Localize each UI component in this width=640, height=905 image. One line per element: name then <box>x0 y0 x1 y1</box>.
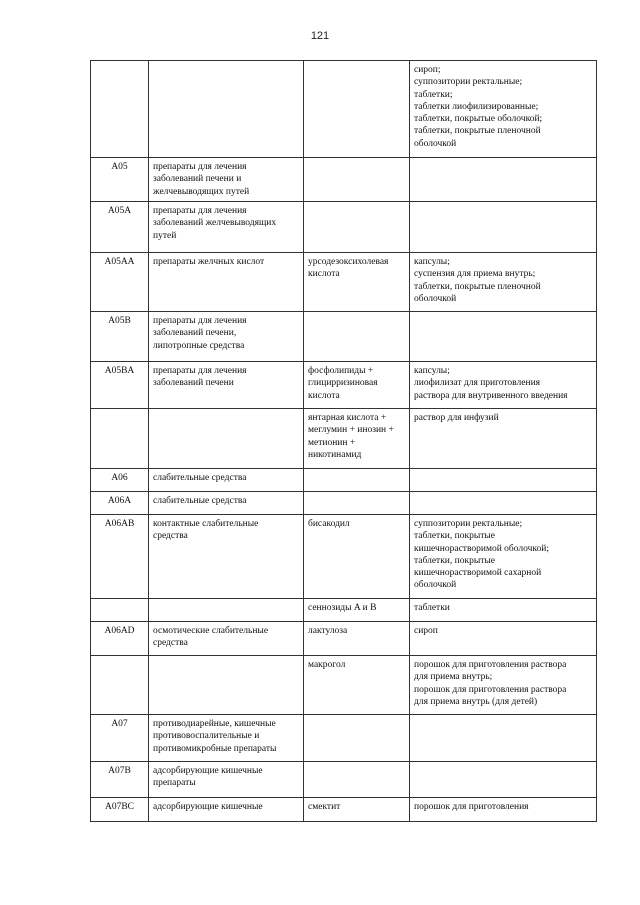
group-name-cell: препараты желчных кислот <box>149 253 304 312</box>
atc-code-cell: A05 <box>91 158 149 202</box>
dosage-forms-cell <box>410 158 597 202</box>
group-name-cell: слабительные средства <box>149 469 304 492</box>
group-name-cell: адсорбирующие кишечные <box>149 798 304 822</box>
drug-name-cell: сеннозиды A и B <box>304 599 410 622</box>
group-name-cell: противодиарейные, кишечные противовоспалительные и противомикробные препараты <box>149 715 304 762</box>
drug-name-cell <box>304 492 410 515</box>
table-row <box>91 202 597 253</box>
group-name-cell: препараты для лечения заболеваний печени и желчевыводящих путей <box>149 158 304 202</box>
group-name-cell <box>149 599 304 622</box>
drug-name-cell <box>304 202 410 253</box>
atc-code-cell: A07B <box>91 762 149 798</box>
table-row <box>91 61 597 158</box>
table-row <box>91 599 597 622</box>
atc-code-cell <box>91 61 149 158</box>
atc-code-cell <box>91 599 149 622</box>
dosage-forms-cell <box>410 762 597 798</box>
dosage-forms-cell: порошок для приготовления раствора для приема внутрь; порошок для приготовления раствора для приема внутрь (для детей) <box>410 656 597 715</box>
table-row <box>91 312 597 362</box>
atc-code-cell: A05A <box>91 202 149 253</box>
table-row <box>91 362 597 409</box>
dosage-forms-cell <box>410 202 597 253</box>
dosage-forms-cell: раствор для инфузий <box>410 409 597 469</box>
drug-name-cell: смектит <box>304 798 410 822</box>
drug-name-cell: урсодезоксихолевая кислота <box>304 253 410 312</box>
drug-name-cell <box>304 312 410 362</box>
table-row <box>91 469 597 492</box>
drug-name-cell <box>304 469 410 492</box>
table-row <box>91 715 597 762</box>
atc-code-cell <box>91 656 149 715</box>
drug-name-cell: макрогол <box>304 656 410 715</box>
table-row <box>91 798 597 822</box>
table-row <box>91 409 597 469</box>
dosage-forms-cell: суппозитории ректальные; таблетки, покрытые кишечнорастворимой оболочкой; таблетки, покрытые кишечнорастворимой сахарной оболочкой <box>410 515 597 599</box>
table-row <box>91 492 597 515</box>
drug-table <box>90 60 597 822</box>
atc-code-cell: A05BA <box>91 362 149 409</box>
atc-code-cell: A05B <box>91 312 149 362</box>
drug-name-cell: фосфолипиды + глицирризиновая кислота <box>304 362 410 409</box>
group-name-cell <box>149 656 304 715</box>
group-name-cell <box>149 61 304 158</box>
group-name-cell: препараты для лечения заболеваний желчевыводящих путей <box>149 202 304 253</box>
drug-name-cell <box>304 61 410 158</box>
dosage-forms-cell: таблетки <box>410 599 597 622</box>
dosage-forms-cell <box>410 715 597 762</box>
dosage-forms-cell <box>410 469 597 492</box>
atc-code-cell: A06A <box>91 492 149 515</box>
atc-code-cell <box>91 409 149 469</box>
group-name-cell: осмотические слабительные средства <box>149 622 304 656</box>
atc-code-cell: A06AB <box>91 515 149 599</box>
dosage-forms-cell: порошок для приготовления <box>410 798 597 822</box>
atc-code-cell: A05AA <box>91 253 149 312</box>
dosage-forms-cell: капсулы; лиофилизат для приготовления раствора для внутривенного введения <box>410 362 597 409</box>
group-name-cell: контактные слабительные средства <box>149 515 304 599</box>
table-row <box>91 762 597 798</box>
drug-name-cell <box>304 715 410 762</box>
atc-code-cell: A07BC <box>91 798 149 822</box>
dosage-forms-cell: капсулы; суспензия для приема внутрь; таблетки, покрытые пленочной оболочкой <box>410 253 597 312</box>
table-row <box>91 515 597 599</box>
table-row <box>91 656 597 715</box>
atc-code-cell: A06 <box>91 469 149 492</box>
table-row <box>91 622 597 656</box>
drug-name-cell: лактулоза <box>304 622 410 656</box>
group-name-cell: слабительные средства <box>149 492 304 515</box>
drug-name-cell <box>304 158 410 202</box>
group-name-cell: препараты для лечения заболеваний печени <box>149 362 304 409</box>
table-row <box>91 253 597 312</box>
table-row <box>91 158 597 202</box>
dosage-forms-cell: сироп; суппозитории ректальные; таблетки; таблетки лиофилизированные; таблетки, покрытые оболочкой; таблетки, покрытые пленочной оболочкой <box>410 61 597 158</box>
dosage-forms-cell <box>410 492 597 515</box>
drug-name-cell: бисакодил <box>304 515 410 599</box>
atc-code-cell: A07 <box>91 715 149 762</box>
dosage-forms-cell: сироп <box>410 622 597 656</box>
group-name-cell <box>149 409 304 469</box>
group-name-cell: адсорбирующие кишечные препараты <box>149 762 304 798</box>
drug-name-cell: янтарная кислота + меглумин + инозин + метионин + никотинамид <box>304 409 410 469</box>
group-name-cell: препараты для лечения заболеваний печени, липотропные средства <box>149 312 304 362</box>
atc-code-cell: A06AD <box>91 622 149 656</box>
dosage-forms-cell <box>410 312 597 362</box>
drug-name-cell <box>304 762 410 798</box>
page-number: 121 <box>310 30 330 42</box>
